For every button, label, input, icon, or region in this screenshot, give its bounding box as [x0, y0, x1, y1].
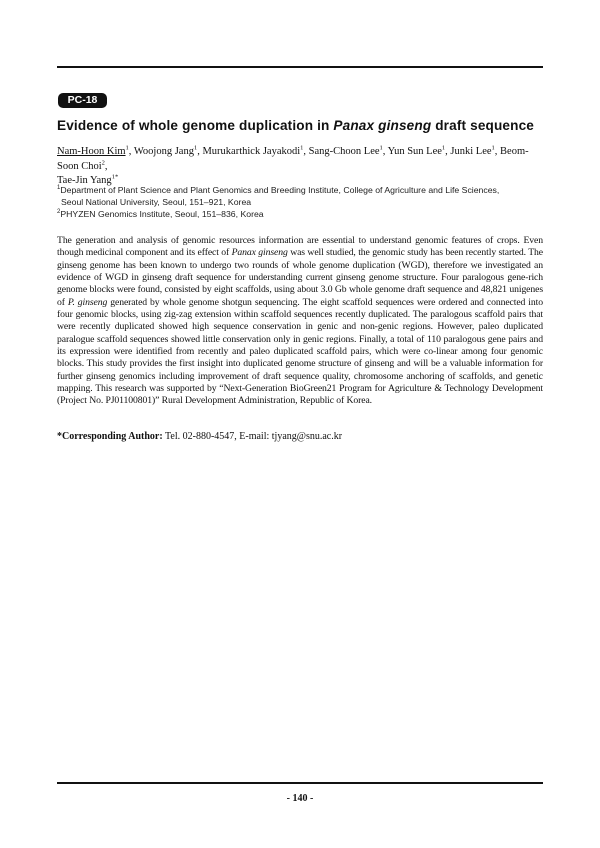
abstract-text: generated by whole genome shotgun sequencing. The eight scaffold sequences were ordered and connected into four genomic blocks, using zig-zag extension within scaffold sequences recently duplicated. The paralogous scaffold pairs that were recently duplicated showed high sequence conservation in genic and non-genic regions. However, paleo duplicated paralogue scaffold sequences showed little conservation only in genic regions. Finally, a total of 110 paralogous gene pairs and its expression were identified from recently and paleo duplicated scaffold pairs, which were co-linear among four genomic blocks. This study provides the first insight into duplicated genome structure of ginseng and will be a valuable information for further ginseng genomics including improvement of draft sequence quality, chromosome anchoring of scaffolds, and genetic mapping. This research was supported by “Next-Generation BioGreen21 Program for Agriculture & Technology Development (Project No. PJ01100801)” Rural Development Administration, Republic of Korea. [57, 296, 543, 407]
author-separator: , [197, 146, 203, 157]
corresponding-contact: Tel. 02-880-4547, E-mail: tjyang@snu.ac.kr [162, 431, 343, 442]
abstract-id-badge: PC-18 [58, 93, 107, 108]
author-separator: , [128, 146, 134, 157]
author-name: Junki Lee [450, 146, 492, 157]
title-species: Panax ginseng [333, 118, 432, 133]
abstract-species: P. ginseng [67, 296, 108, 308]
bottom-rule [57, 782, 543, 784]
author-name: Woojong Jang [133, 146, 194, 157]
affiliation-mark: 2 [57, 209, 61, 216]
top-rule [57, 66, 543, 68]
author-name-corresponding: Tae-Jin Yang [57, 175, 112, 186]
title-part-2: draft sequence [431, 118, 535, 133]
corresponding-author [57, 431, 547, 442]
author-affil-mark: 2 [101, 159, 105, 166]
abstract-text: was well studied, the genomic study has been recently started. The ginseng genome has been known to undergo two rounds of whole genome duplication (WGD), therefore we investigated an evidence of WGD in ginseng draft sequence for understanding current ginseng genome structure. Four paralogous gene-rich genome blocks were found, consisted by eight scaffolds, using about 3.0 Gb whole genome draft sequence and 48,821 unigenes of [57, 247, 543, 308]
page-number: - 140 - [286, 793, 314, 804]
author-separator: , [494, 146, 501, 157]
author-affil-mark: 1* [111, 173, 119, 181]
affiliation-1-line-1: Department of Plant Science and Plant Genomics and Breeding Institute, College of Agriculture and Life Sciences, [60, 185, 500, 195]
affiliation-2-text: PHYZEN Genomics Institute, Seoul, 151–836, Korea [60, 209, 264, 220]
affiliations [57, 184, 547, 221]
author-name: Sang-Choon Lee [308, 146, 380, 157]
author-affil-mark: 1 [379, 144, 383, 152]
author-separator: , [445, 146, 451, 157]
affiliation-1-line-2: Seoul National University, Seoul, 151–921, Korea [61, 197, 252, 208]
title-part-1: Evidence of whole genome duplication in [57, 118, 334, 133]
author-separator: , [104, 160, 108, 172]
abstract-text: The generation and analysis of genomic resources information are essential to understand genomic features of crops. Even though medicinal component and its effect of [57, 235, 543, 259]
author-name: Murukarthick Jayakodi [202, 146, 301, 157]
author-affil-mark: 1 [441, 144, 446, 152]
author-affil-mark: 1 [300, 144, 304, 152]
author-affil-mark: 1 [193, 144, 198, 152]
affiliation-mark: 1 [57, 185, 61, 192]
author-separator: , [303, 146, 309, 157]
abstract-body [57, 235, 543, 408]
abstract-species: Panax ginseng [231, 247, 288, 259]
author-name: Yun Sun Lee [387, 146, 442, 157]
affiliation-1 [57, 184, 547, 196]
corresponding-label: *Corresponding Author: [57, 431, 163, 442]
author-affil-mark: 1 [125, 144, 129, 152]
author-affil-mark: 1 [491, 144, 495, 152]
affiliation-2 [57, 208, 547, 220]
author-name: Beom-Soon Choi [57, 146, 529, 172]
author-separator: , [382, 146, 388, 157]
paper-title [57, 118, 547, 133]
author-name-presenter: Nam-Hoon Kim [57, 146, 126, 157]
